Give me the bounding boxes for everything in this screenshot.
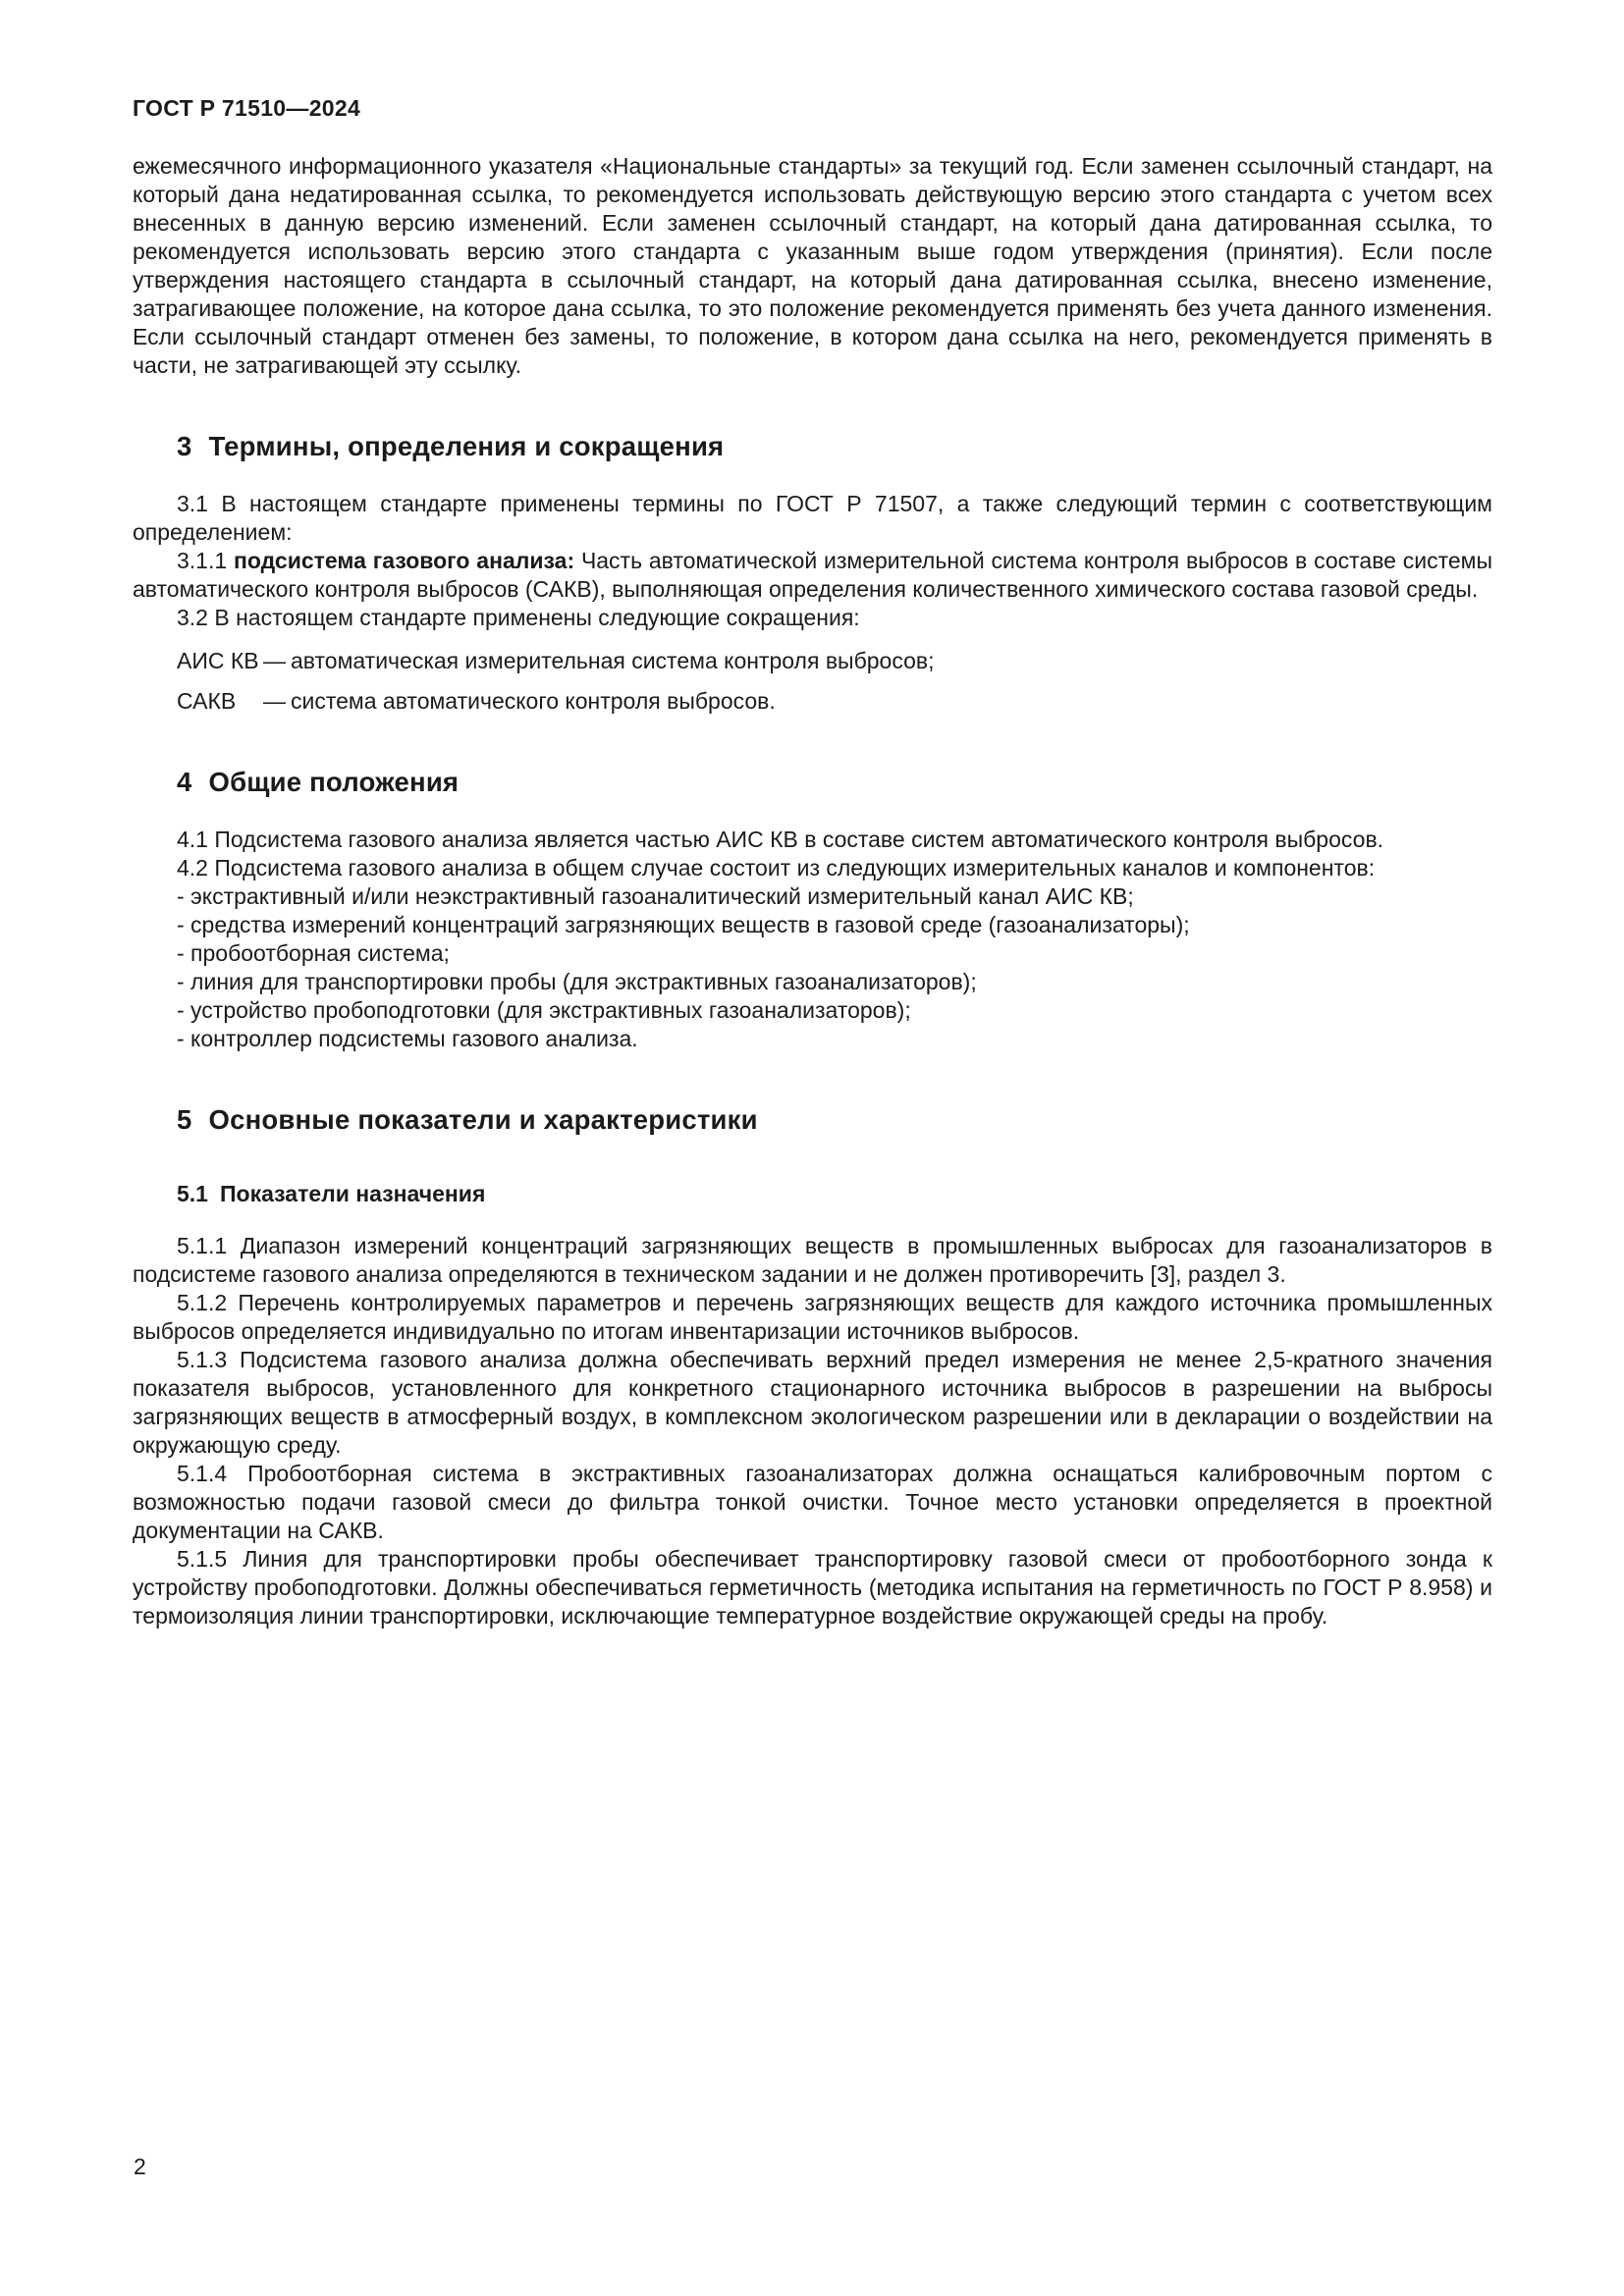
paragraph-3-1-1 bbox=[133, 547, 1492, 604]
paragraph-4-1: 4.1 Подсистема газового анализа является частью АИС КВ в составе систем автоматического контроля выбросов. bbox=[177, 827, 1384, 852]
section-5-title-text: Основные показатели и характеристики bbox=[208, 1104, 758, 1135]
list-item: - пробоотборная система; bbox=[177, 940, 450, 966]
document-content bbox=[133, 152, 1492, 1630]
subsection-5-1-number: 5.1 bbox=[177, 1181, 208, 1206]
abbreviations-list bbox=[133, 647, 1492, 716]
definition-text: Часть автоматической измерительной система контроля выбросов в составе системы автоматического контроля выбросов (САКВ), выполняющая определения количественного химического состава газовой среды. bbox=[133, 548, 1493, 602]
paragraph-5-1-5: 5.1.5 Линия для транспортировки пробы обеспечивает транспортировку газовой смеси от пробоотборного зонда к устройству пробоподготовки. Должны обеспечиваться герметичность (методика испытания на герметичность по ГОСТ Р 8.958) и термоизоляция линии транспортировки, исключающие температурное воздействие окружающей среды на пробу. bbox=[133, 1546, 1492, 1629]
section-3-title-text: Термины, определения и сокращения bbox=[208, 431, 725, 461]
abbreviation-row-ais-kv bbox=[133, 647, 1492, 675]
abbr-definition: система автоматического контроля выбросов. bbox=[291, 688, 776, 714]
subsection-5-1-title-text: Показатели назначения bbox=[219, 1181, 486, 1206]
list-item: - устройство пробоподготовки (для экстрактивных газоанализаторов); bbox=[177, 997, 911, 1023]
section-5-number: 5 bbox=[177, 1104, 192, 1135]
abbr-term: САКВ bbox=[177, 688, 237, 714]
section-4-heading bbox=[133, 767, 1492, 798]
paragraph-4-2: 4.2 Подсистема газового анализа в общем случае состоит из следующих измерительных каналов и компонентов: bbox=[177, 855, 1376, 881]
section-5-heading bbox=[133, 1104, 1492, 1136]
paragraph-3-2: 3.2 В настоящем стандарте применены следующие сокращения: bbox=[177, 605, 860, 630]
paragraph-5-1-2: 5.1.2 Перечень контролируемых параметров и перечень загрязняющих веществ для каждого источника промышленных выбросов определяется индивидуально по итогам инвентаризации источников выбросов. bbox=[133, 1290, 1492, 1344]
section-4-title-text: Общие положения bbox=[208, 767, 460, 797]
paragraph-5-1-1: 5.1.1 Диапазон измерений концентраций загрязняющих веществ в промышленных выбросах для газоанализаторов в подсистеме газового анализа определяются в техническом задании и не должен противоречить [3], раздел 3. bbox=[133, 1233, 1492, 1287]
section-4-number: 4 bbox=[177, 767, 192, 797]
doc-code-header: ГОСТ Р 71510—2024 bbox=[133, 95, 361, 121]
abbr-dash: — bbox=[263, 648, 286, 673]
paragraph-3-1: 3.1 В настоящем стандарте применены термины по ГОСТ Р 71507, а также следующий термин с соответствующим определением: bbox=[133, 491, 1492, 545]
list-item: - контроллер подсистемы газового анализа. bbox=[177, 1026, 638, 1051]
list-item: - экстрактивный и/или неэкстрактивный газоаналитический измерительный канал АИС КВ; bbox=[177, 883, 1134, 909]
paragraph-references-continuation: ежемесячного информационного указателя «Национальные стандарты» за текущий год. Если заменен ссылочный стандарт, на который дана недатированная ссылка, то рекомендуется использовать действующую версию этого стандарта с учетом всех внесенных в данную версию изменений. Если заменен ссылочный стандарт, на который дана датированная ссылка, то рекомендуется использовать версию этого стандарта с указанным выше годом утверждения (принятия). Если после утверждения настоящего стандарта в ссылочный стандарт, на который дана датированная ссылка, внесено изменение, затрагивающее положение, на которое дана ссылка, то это положение рекомендуется применять без учета данного изменения. Если ссылочный стандарт отменен без замены, то положение, в котором дана ссылка на него, рекомендуется применять в части, не затрагивающей эту ссылку. bbox=[133, 153, 1492, 378]
subsection-5-1-heading bbox=[133, 1181, 1492, 1207]
list-item: - средства измерений концентраций загрязняющих веществ в газовой среде (газоанализаторы); bbox=[177, 912, 1190, 937]
paragraph-5-1-3: 5.1.3 Подсистема газового анализа должна обеспечивать верхний предел измерения не менее 2,5-кратного значения показателя выбросов, установленного для конкретного стационарного источника выбросов в разрешении на выбросы загрязняющих веществ в атмосферный воздух, в комплексном экологическом разрешении или в декларации о воздействии на окружающую среду. bbox=[133, 1347, 1492, 1458]
list-item: - линия для транспортировки пробы (для экстрактивных газоанализаторов); bbox=[177, 969, 977, 994]
abbr-dash: — bbox=[263, 688, 286, 714]
abbr-definition: автоматическая измерительная система контроля выбросов; bbox=[291, 648, 935, 673]
section-3-number: 3 bbox=[177, 431, 192, 461]
abbr-term: АИС КВ bbox=[177, 648, 259, 673]
page-number: 2 bbox=[134, 2154, 146, 2179]
abbreviation-row-sakv bbox=[133, 687, 1492, 716]
defined-term: подсистема газового анализа: bbox=[233, 548, 575, 573]
section-3-heading bbox=[133, 431, 1492, 462]
paragraph-5-1-4: 5.1.4 Пробоотборная система в экстрактивных газоанализаторах должна оснащаться калибровочным портом с возможностью подачи газовой смеси до фильтра тонкой очистки. Точное место установки определяется в проектной документации на САКВ. bbox=[133, 1461, 1492, 1543]
clause-3-1-1-number: 3.1.1 bbox=[177, 548, 228, 573]
